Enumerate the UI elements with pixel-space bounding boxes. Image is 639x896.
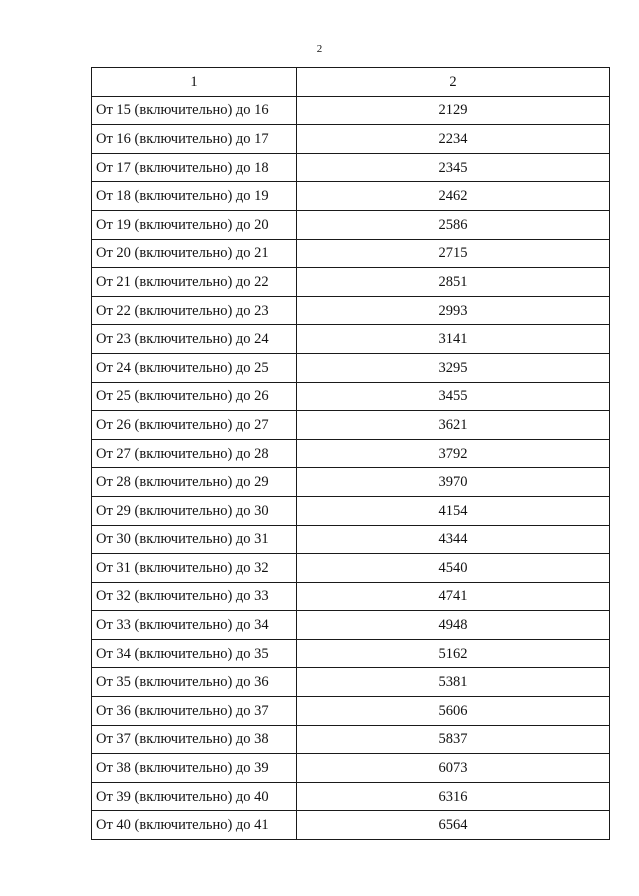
table-row <box>92 439 610 468</box>
table-row <box>92 382 610 411</box>
table-row <box>92 811 610 840</box>
value-cell: 2234 <box>297 125 610 154</box>
value-cell: 2129 <box>297 96 610 125</box>
range-cell: От 35 (включительно) до 36 <box>92 668 297 697</box>
table-row <box>92 210 610 239</box>
range-cell: От 21 (включительно) до 22 <box>92 268 297 297</box>
range-cell: От 36 (включительно) до 37 <box>92 697 297 726</box>
range-cell: От 22 (включительно) до 23 <box>92 296 297 325</box>
table-row <box>92 496 610 525</box>
value-cell: 3295 <box>297 353 610 382</box>
range-cell: От 17 (включительно) до 18 <box>92 153 297 182</box>
column-header-2: 2 <box>297 68 610 97</box>
column-header-1: 1 <box>92 68 297 97</box>
value-cell: 2851 <box>297 268 610 297</box>
table-row <box>92 125 610 154</box>
range-cell: От 40 (включительно) до 41 <box>92 811 297 840</box>
value-cell: 4154 <box>297 496 610 525</box>
value-cell: 2462 <box>297 182 610 211</box>
value-cell: 6564 <box>297 811 610 840</box>
value-cell: 5162 <box>297 639 610 668</box>
range-cell: От 39 (включительно) до 40 <box>92 782 297 811</box>
table-row <box>92 353 610 382</box>
table-row <box>92 411 610 440</box>
value-cell: 3141 <box>297 325 610 354</box>
value-cell: 3621 <box>297 411 610 440</box>
value-cell: 5837 <box>297 725 610 754</box>
table-row <box>92 668 610 697</box>
range-cell: От 38 (включительно) до 39 <box>92 754 297 783</box>
range-cell: От 37 (включительно) до 38 <box>92 725 297 754</box>
data-table <box>91 67 610 840</box>
value-cell: 3792 <box>297 439 610 468</box>
table-row <box>92 697 610 726</box>
value-cell: 2715 <box>297 239 610 268</box>
table-row <box>92 182 610 211</box>
table-row <box>92 725 610 754</box>
range-cell: От 30 (включительно) до 31 <box>92 525 297 554</box>
table-row <box>92 754 610 783</box>
range-cell: От 34 (включительно) до 35 <box>92 639 297 668</box>
value-cell: 5606 <box>297 697 610 726</box>
range-cell: От 28 (включительно) до 29 <box>92 468 297 497</box>
table-row <box>92 239 610 268</box>
range-cell: От 24 (включительно) до 25 <box>92 353 297 382</box>
table-header-row <box>92 68 610 97</box>
range-cell: От 19 (включительно) до 20 <box>92 210 297 239</box>
value-cell: 6073 <box>297 754 610 783</box>
range-cell: От 33 (включительно) до 34 <box>92 611 297 640</box>
table-row <box>92 782 610 811</box>
range-cell: От 31 (включительно) до 32 <box>92 554 297 583</box>
range-cell: От 29 (включительно) до 30 <box>92 496 297 525</box>
table-row <box>92 153 610 182</box>
page-number: 2 <box>316 43 323 55</box>
value-cell: 4344 <box>297 525 610 554</box>
range-cell: От 26 (включительно) до 27 <box>92 411 297 440</box>
value-cell: 3455 <box>297 382 610 411</box>
table-row <box>92 639 610 668</box>
value-cell: 2345 <box>297 153 610 182</box>
value-cell: 6316 <box>297 782 610 811</box>
table-row <box>92 582 610 611</box>
table-row <box>92 296 610 325</box>
range-cell: От 20 (включительно) до 21 <box>92 239 297 268</box>
table-row <box>92 96 610 125</box>
value-cell: 4741 <box>297 582 610 611</box>
value-cell: 4540 <box>297 554 610 583</box>
range-cell: От 27 (включительно) до 28 <box>92 439 297 468</box>
value-cell: 3970 <box>297 468 610 497</box>
value-cell: 2586 <box>297 210 610 239</box>
table-row <box>92 611 610 640</box>
range-cell: От 23 (включительно) до 24 <box>92 325 297 354</box>
range-cell: От 32 (включительно) до 33 <box>92 582 297 611</box>
range-cell: От 25 (включительно) до 26 <box>92 382 297 411</box>
range-cell: От 15 (включительно) до 16 <box>92 96 297 125</box>
table-row <box>92 325 610 354</box>
table-row <box>92 268 610 297</box>
value-cell: 2993 <box>297 296 610 325</box>
table-row <box>92 554 610 583</box>
range-cell: От 16 (включительно) до 17 <box>92 125 297 154</box>
value-cell: 5381 <box>297 668 610 697</box>
range-cell: От 18 (включительно) до 19 <box>92 182 297 211</box>
table-row <box>92 525 610 554</box>
table-row <box>92 468 610 497</box>
value-cell: 4948 <box>297 611 610 640</box>
